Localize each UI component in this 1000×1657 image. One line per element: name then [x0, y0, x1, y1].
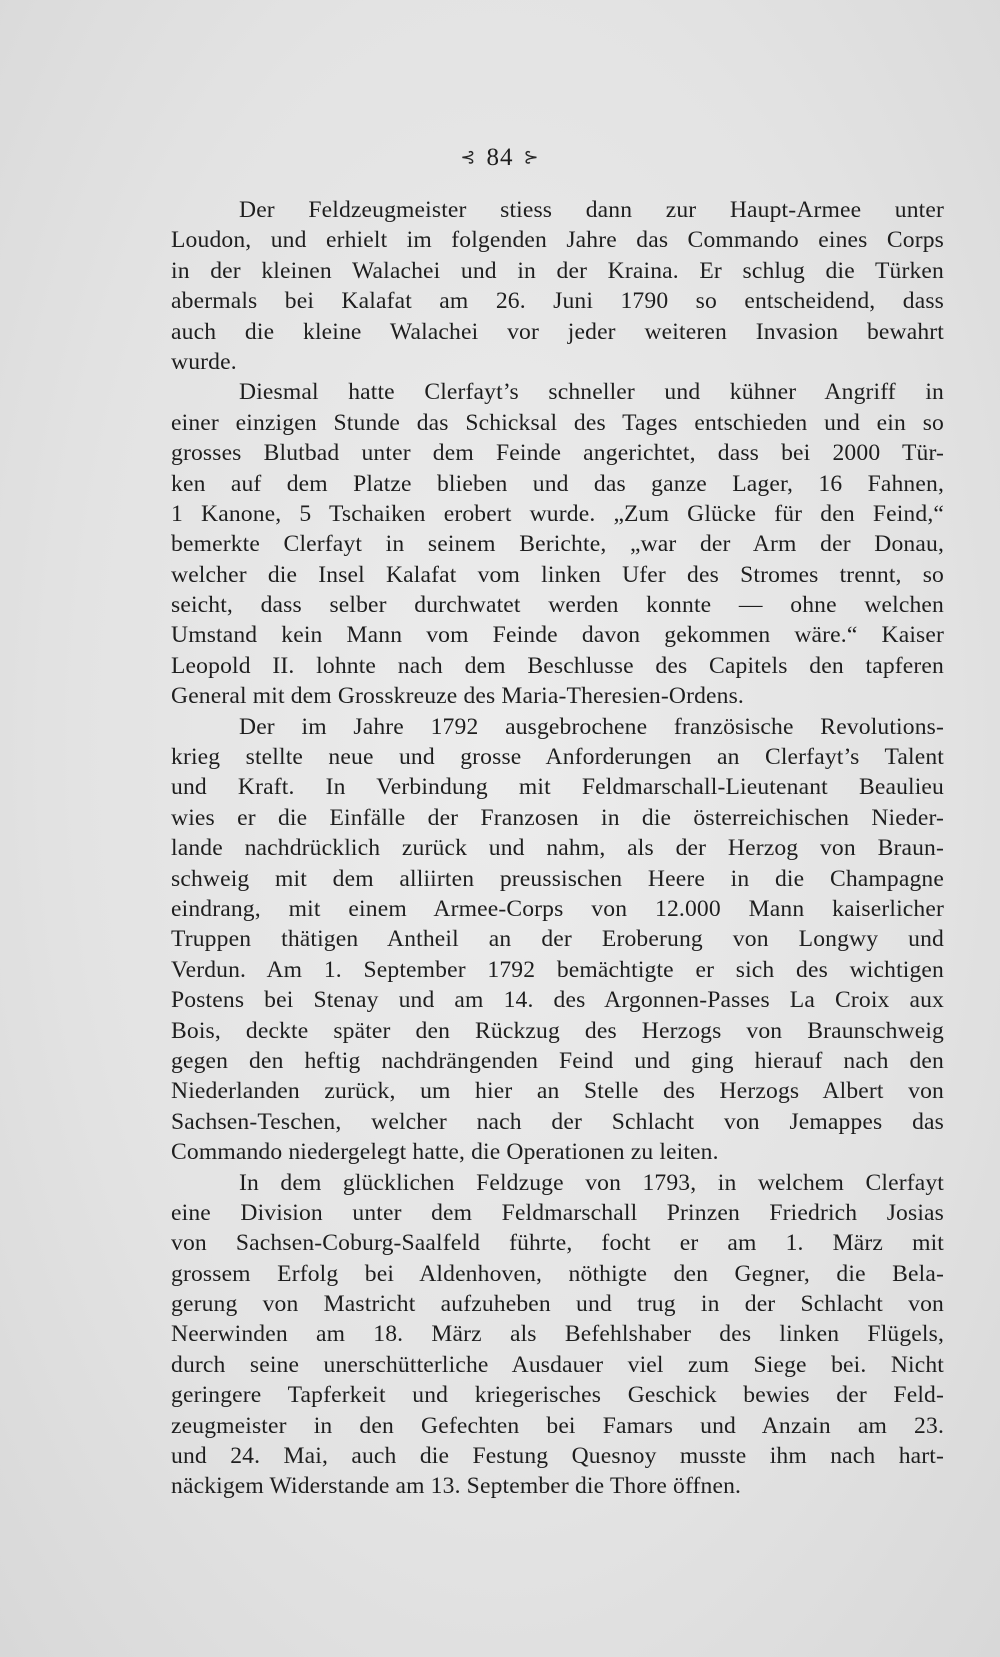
- text-line: Commando niedergelegt hatte, die Operationen zu leiten.: [171, 1139, 719, 1166]
- text-line: durch seine unerschütterliche Ausdauer viel zum Siege bei. Nicht: [171, 1351, 944, 1378]
- text-line: lande nachdrücklich zurück und nahm, als der Herzog von Braun-: [171, 835, 944, 862]
- text-line: näckigem Widerstande am 13. September die Thore öffnen.: [171, 1473, 742, 1500]
- text-line: Bois, deckte später den Rückzug des Herzogs von Braunschweig: [171, 1017, 944, 1044]
- text-line: Diesmal hatte Clerfayt’s schneller und kühner Angriff in: [239, 379, 944, 406]
- text-line: von Sachsen-Coburg-Saalfeld führte, focht er am 1. März mit: [171, 1230, 944, 1257]
- text-line: Der Feldzeugmeister stiess dann zur Haupt-Armee unter: [239, 197, 944, 223]
- page-number: 84: [486, 144, 514, 171]
- text-line: Neerwinden am 18. März als Befehlshaber des linken Flügels,: [171, 1321, 944, 1348]
- text-line: 1 Kanone, 5 Tschaiken erobert wurde. „Zum Glücke für den Feind,“: [171, 500, 944, 527]
- text-line: General mit dem Grosskreuze des Maria-Theresien-Ordens.: [171, 683, 744, 710]
- text-line: eine Division unter dem Feldmarschall Prinzen Friedrich Josias: [171, 1199, 944, 1226]
- ornament-right-icon: ⊱: [523, 147, 540, 167]
- body-text: [171, 195, 944, 1502]
- text-line: und 24. Mai, auch die Festung Quesnoy musste ihm nach hart-: [171, 1443, 944, 1470]
- text-line: in der kleinen Walachei und in der Kraina. Er schlug die Türken: [171, 257, 944, 284]
- text-line: In dem glücklichen Feldzuge von 1793, in welchem Clerfayt: [239, 1169, 944, 1196]
- ornament-left-icon: ⊰: [460, 147, 477, 167]
- text-line: bemerkte Clerfayt in seinem Berichte, „war der Arm der Donau,: [171, 531, 944, 558]
- text-line: und Kraft. In Verbindung mit Feldmarschall-Lieutenant Beaulieu: [171, 774, 944, 801]
- text-line: wurde.: [171, 348, 237, 375]
- text-line: Der im Jahre 1792 ausgebrochene französische Revolutions-: [239, 713, 944, 740]
- text-line: schweig mit dem alliirten preussischen Heere in die Champagne: [171, 865, 944, 892]
- text-line: eindrang, mit einem Armee-Corps von 12.000 Mann kaiserlicher: [171, 895, 944, 922]
- text-line: welcher die Insel Kalafat vom linken Ufer des Stromes trennt, so: [171, 561, 944, 588]
- text-line: Niederlanden zurück, um hier an Stelle des Herzogs Albert von: [171, 1078, 944, 1105]
- text-line: Postens bei Stenay und am 14. des Argonnen-Passes La Croix aux: [171, 987, 944, 1014]
- text-line: krieg stellte neue und grosse Anforderungen an Clerfayt’s Talent: [171, 744, 944, 771]
- text-line: abermals bei Kalafat am 26. Juni 1790 so entscheidend, dass: [171, 288, 944, 315]
- text-line: auch die kleine Walachei vor jeder weiteren Invasion bewahrt: [171, 318, 944, 345]
- text-line: Verdun. Am 1. September 1792 bemächtigte er sich des wichtigen: [171, 956, 944, 983]
- text-line: zeugmeister in den Gefechten bei Famars und Anzain am 23.: [171, 1412, 944, 1439]
- text-line: seicht, dass selber durchwatet werden konnte — ohne welchen: [171, 592, 944, 619]
- text-line: einer einzigen Stunde das Schicksal des Tages entschieden und ein so: [171, 409, 944, 436]
- text-line: Truppen thätigen Antheil an der Eroberung von Longwy und: [171, 926, 944, 953]
- text-line: wies er die Einfälle der Franzosen in die österreichischen Nieder-: [171, 804, 944, 831]
- text-line: Umstand kein Mann vom Feinde davon gekommen wäre.“ Kaiser: [171, 622, 944, 649]
- text-line: ken auf dem Platze blieben und das ganze Lager, 16 Fahnen,: [171, 470, 944, 497]
- page-header: [0, 142, 1000, 173]
- text-line: grossem Erfolg bei Aldenhoven, nöthigte den Gegner, die Bela-: [171, 1260, 944, 1287]
- text-line: geringere Tapferkeit und kriegerisches Geschick bewies der Feld-: [171, 1382, 944, 1409]
- text-line: gerung von Mastricht aufzuheben und trug in der Schlacht von: [171, 1291, 944, 1318]
- text-line: grosses Blutbad unter dem Feinde angerichtet, dass bei 2000 Tür-: [171, 440, 944, 467]
- text-line: Loudon, und erhielt im folgenden Jahre das Commando eines Corps: [171, 227, 944, 254]
- text-line: gegen den heftig nachdrängenden Feind und ging hierauf nach den: [171, 1047, 944, 1074]
- text-line: Leopold II. lohnte nach dem Beschlusse des Capitels den tapferen: [171, 652, 944, 679]
- text-line: Sachsen-Teschen, welcher nach der Schlacht von Jemappes das: [171, 1108, 944, 1135]
